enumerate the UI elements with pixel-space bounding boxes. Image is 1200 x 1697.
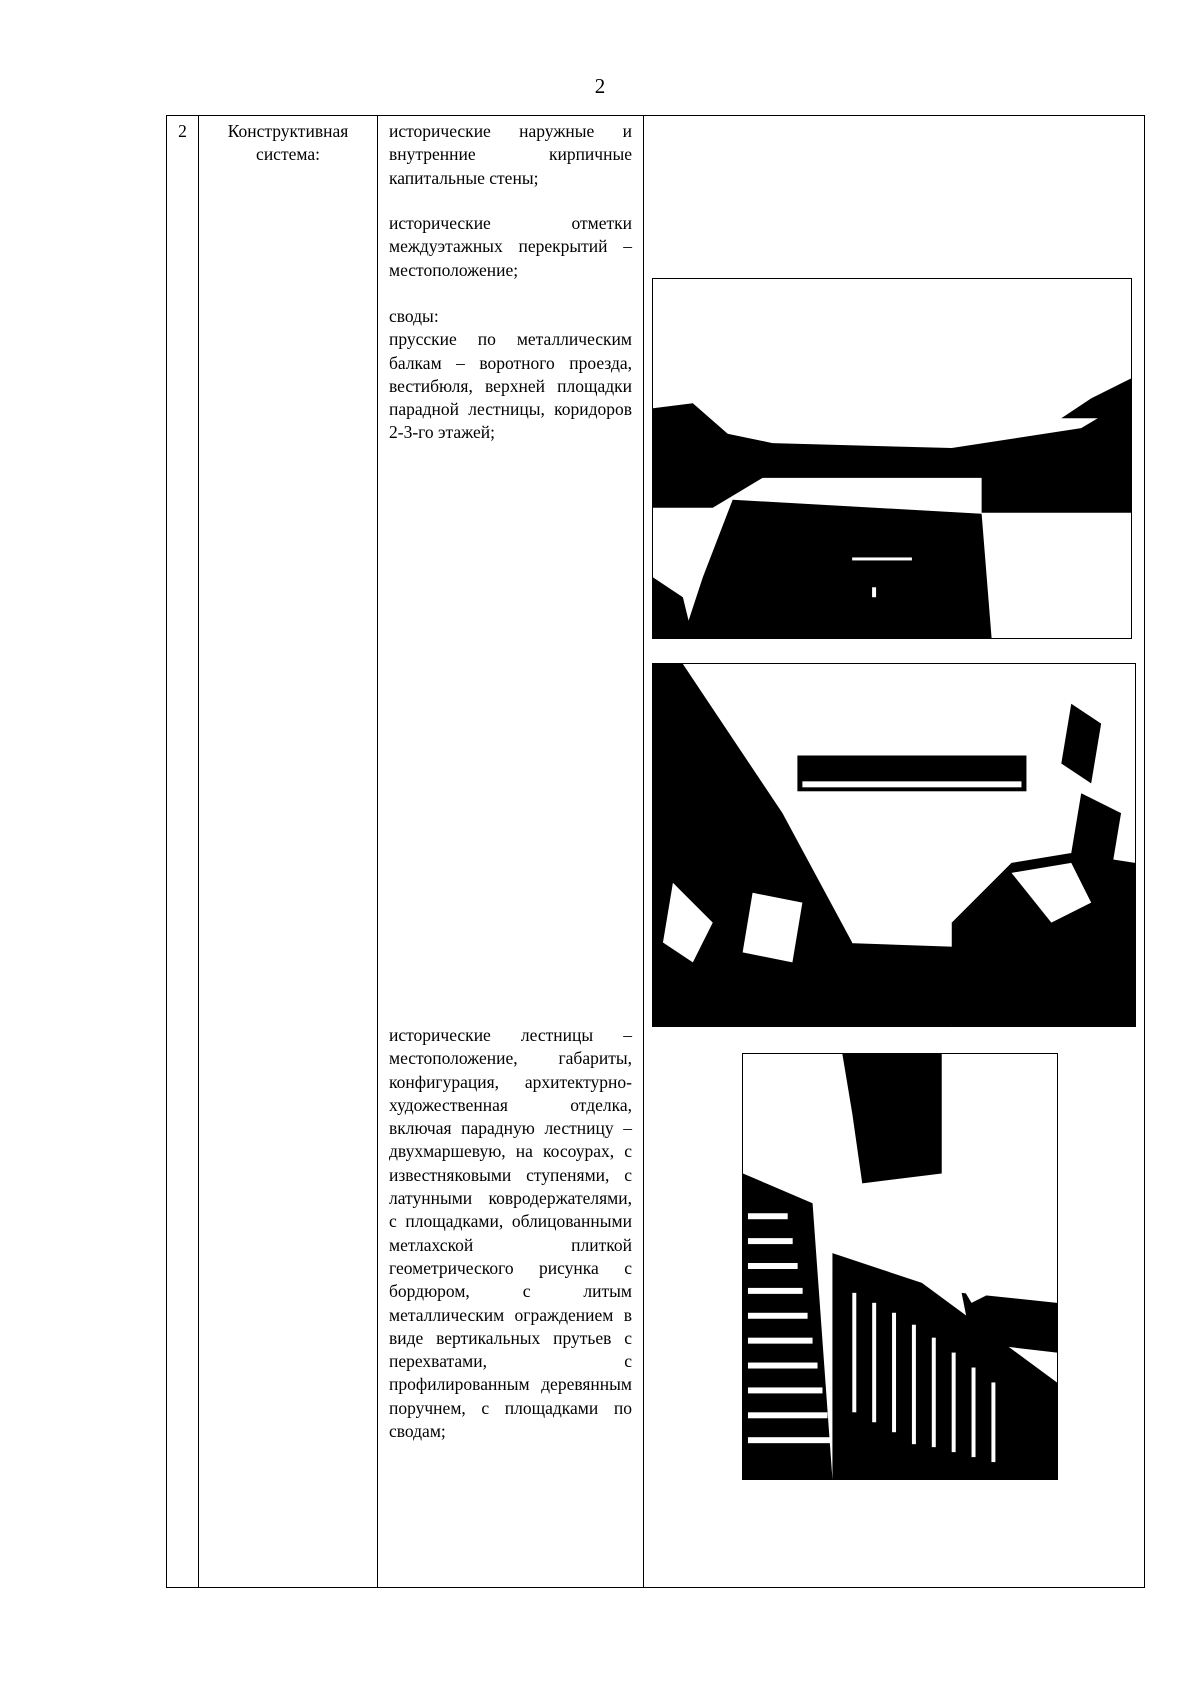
description-stairs: [389, 1024, 632, 1443]
column-divider: [643, 116, 644, 1587]
description-floors: [389, 212, 632, 282]
staircase-photo: [742, 1053, 1058, 1480]
vault-passage-photo: [652, 278, 1132, 639]
paragraph-floors: исторические отметки междуэтажных перекрытий – местоположение;: [389, 213, 632, 280]
column-divider: [377, 116, 378, 1587]
paragraph-vaults-heading: своды:: [389, 306, 439, 326]
row-name: Конструктивная система:: [227, 121, 349, 165]
properties-table: [166, 115, 1145, 1588]
description-walls: [389, 120, 632, 190]
paragraph-stairs: исторические лестницы – местоположение, габариты, конфигурация, архитектурно-художественная отделка, включая парадную лестницу – двухмаршевую, на косоурах, с известняковыми ступенями, с латунными ковродержателями, с площадками, облицованными метлахской плиткой геометрического рисунка с бордюром, с литым металлическим ограждением в виде вертикальных прутьев с перехватами, с профилированным деревянным поручнем, с площадками по сводам;: [389, 1025, 632, 1442]
corridor-vault-photo: [652, 663, 1136, 1027]
description-vaults: [389, 305, 632, 445]
column-divider: [198, 116, 199, 1587]
page-number: 2: [594, 74, 606, 98]
row-number: 2: [178, 121, 187, 141]
paragraph-vaults: прусские по металлическим балкам – воротного проезда, вестибюля, верхней площадки парадной лестницы, коридоров 2-3-го этажей;: [389, 329, 632, 443]
paragraph-walls: исторические наружные и внутренние кирпичные капитальные стены;: [389, 121, 632, 188]
